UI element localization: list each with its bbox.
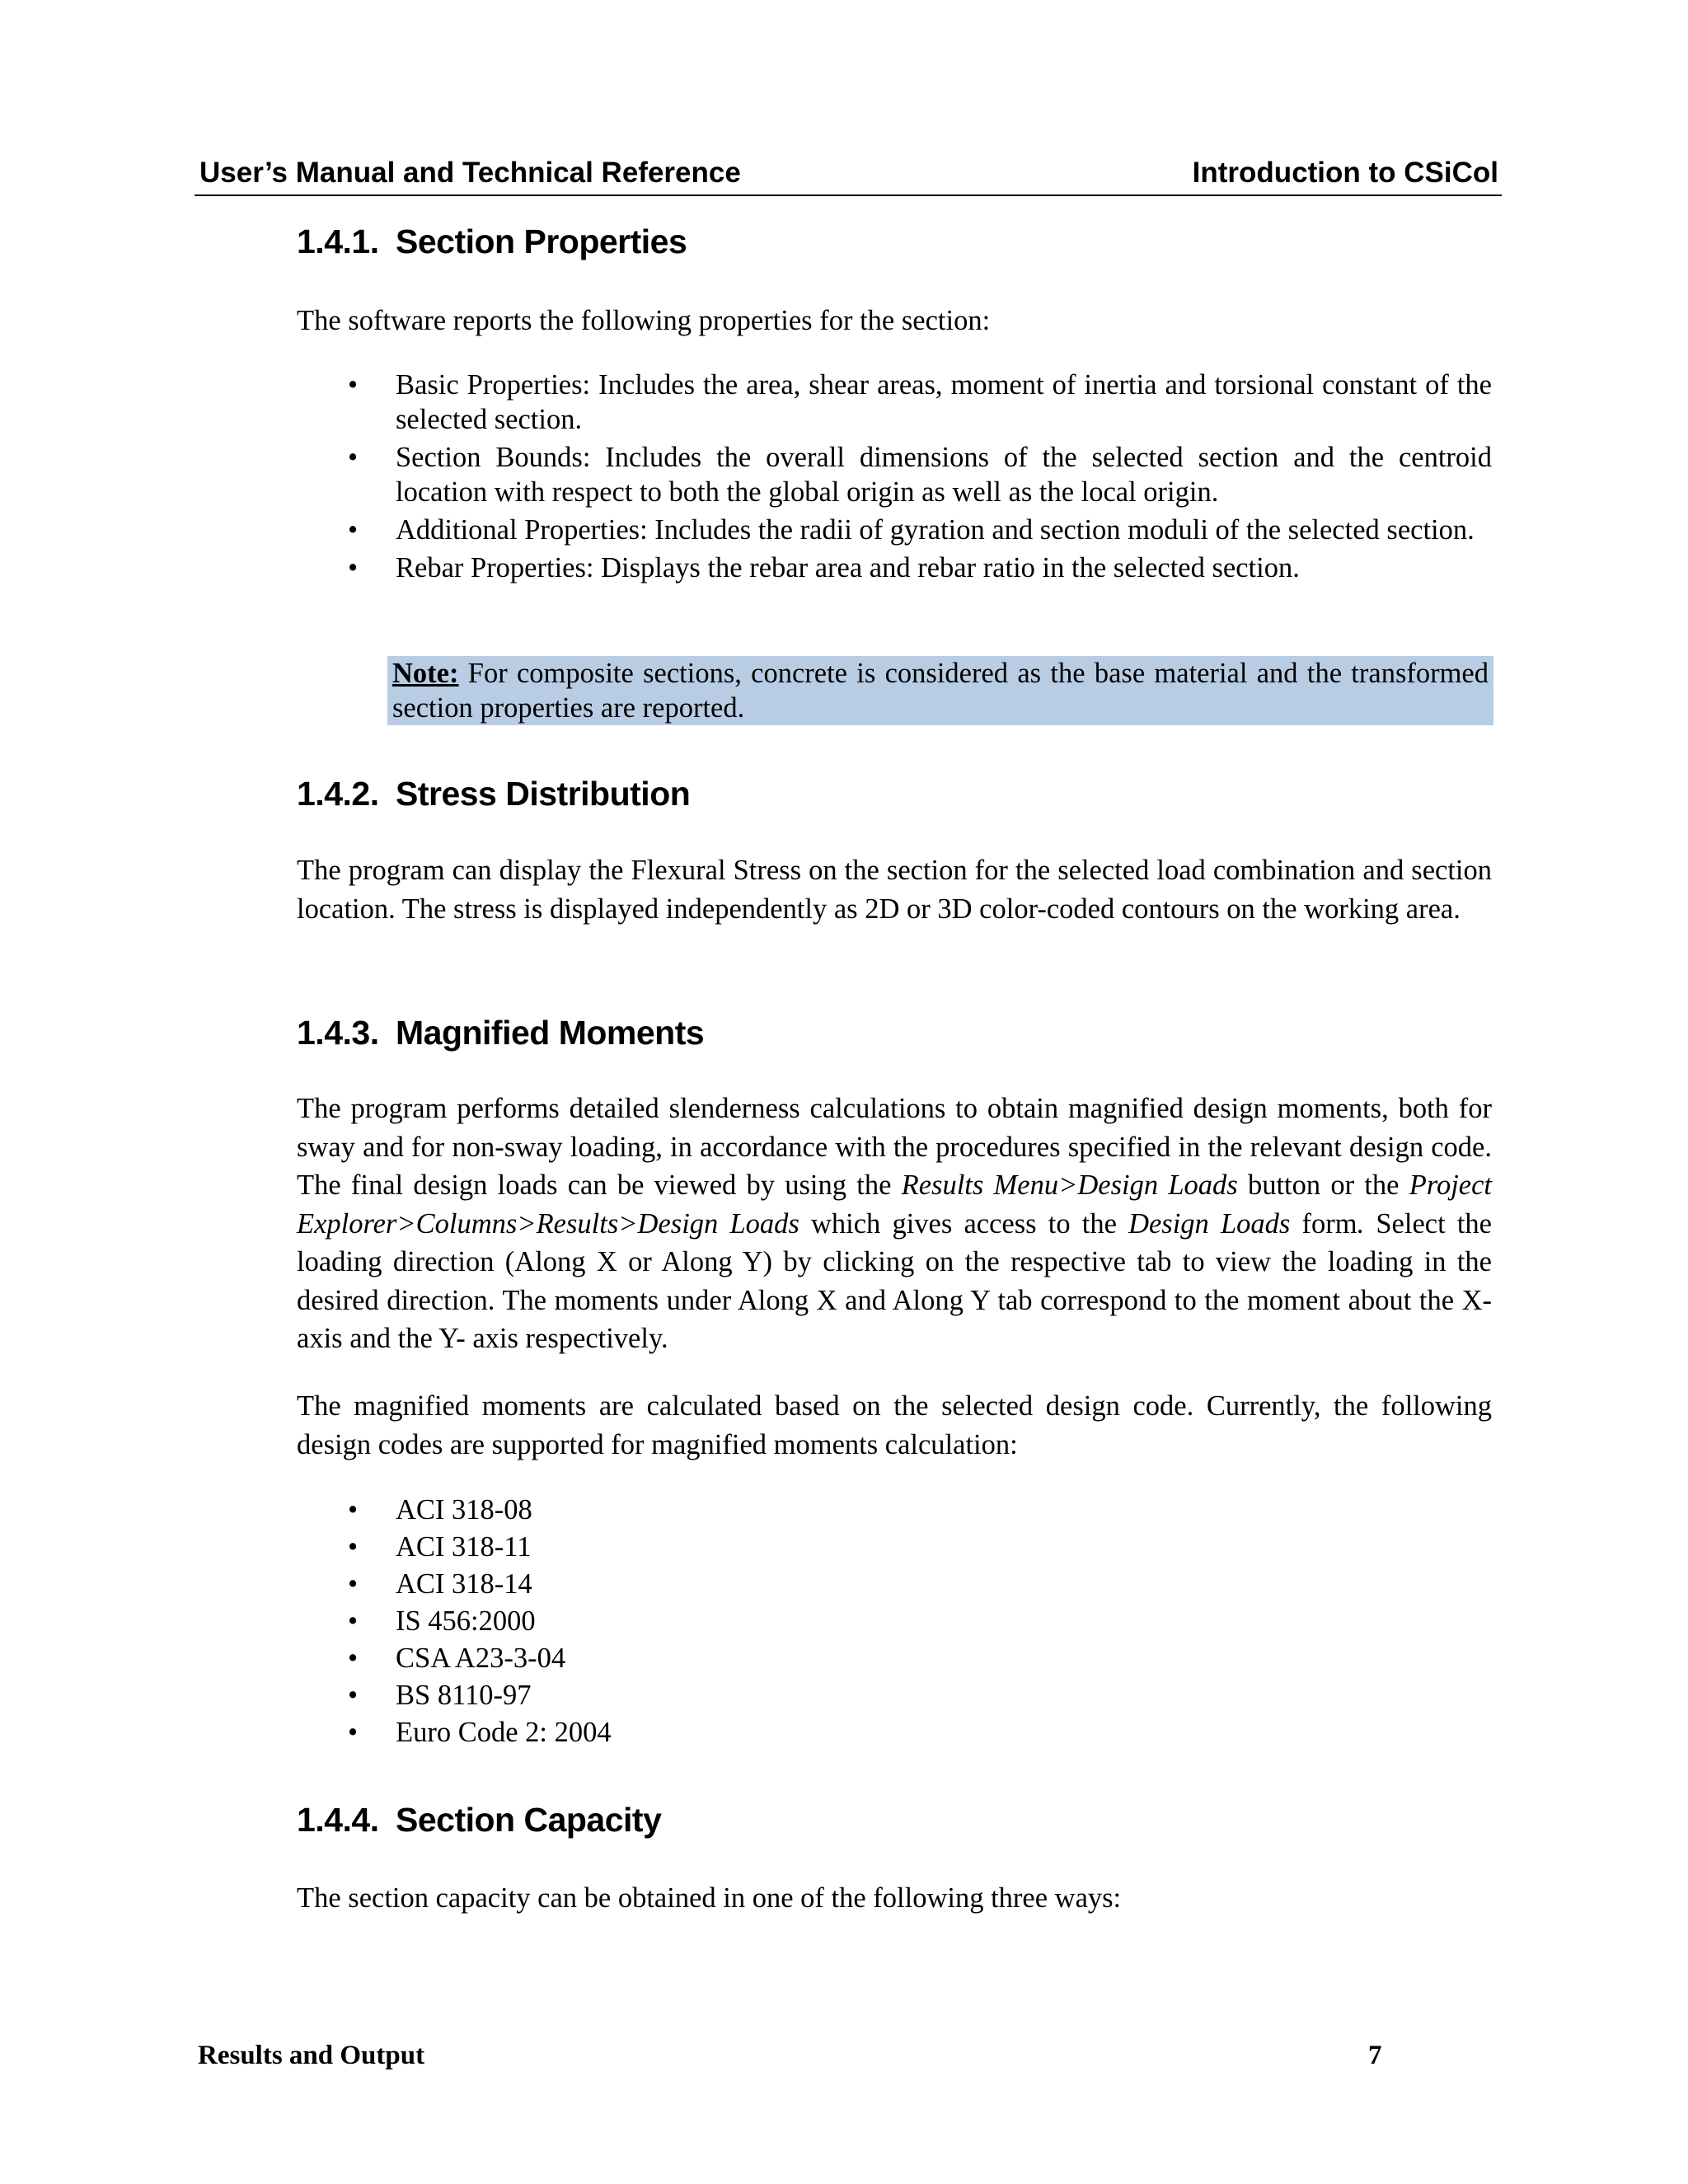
heading-section-capacity — [297, 1801, 661, 1840]
heading-stress-distribution — [297, 775, 690, 813]
list-item: • Section Bounds: Includes the overall dimensions of the selected section and the centroid location with respect to both the global origin as well as the local origin. — [396, 440, 1492, 509]
note-label: Note: — [392, 658, 459, 689]
note-text: For composite sections, concrete is considered as the base material and the transformed section properties are reported. — [392, 658, 1489, 724]
form-name-design-loads: Design Loads — [1128, 1207, 1291, 1240]
text-run: which gives access to the — [799, 1207, 1129, 1240]
heading-number: 1.4.2. — [297, 775, 379, 813]
list-item: • Basic Properties: Includes the area, shear areas, moment of inertia and torsional constant of the selected section. — [396, 368, 1492, 437]
text-run: button or the — [1237, 1169, 1409, 1201]
text-run: Select the loading direction (Along X or Along Y) by clicking on the respective tab to view the loading in the desired direction. The moments under Along X and Along Y tab correspond to the moment about the X-axis and the Y- axis respectively. — [297, 1207, 1492, 1354]
list-item: • ACI 318-14 — [396, 1566, 1492, 1603]
header-right-title: Introduction to CSiCol — [1192, 157, 1498, 189]
magnified-moments-paragraph-1 — [297, 1090, 1492, 1358]
text-run: The program performs detailed slenderness calculations to obtain magnified design moments, both for sway and for non-sway loading, in accordance with the procedures specified in the relevant design code. The final design loads can be viewed by using the — [297, 1093, 1492, 1201]
list-item: • ACI 318-11 — [396, 1529, 1492, 1566]
text-run: form — [1290, 1207, 1357, 1240]
menu-path-results: Results Menu>Design Loads — [901, 1169, 1238, 1201]
page-number: 7 — [1368, 2041, 1382, 2070]
running-header — [195, 157, 1502, 196]
heading-section-properties — [297, 223, 687, 261]
design-codes-list — [396, 1492, 1492, 1751]
stress-distribution-paragraph: The program can display the Flexural Stress on the section for the selected load combination and section location. The stress is displayed independently as 2D or 3D color-coded contours on the working area. — [297, 855, 1492, 925]
heading-text: Magnified Moments — [396, 1014, 705, 1052]
list-item: • IS 456:2000 — [396, 1603, 1492, 1640]
list-item: • BS 8110-97 — [396, 1677, 1492, 1714]
heading-number: 1.4.3. — [297, 1014, 379, 1052]
menu-path-project-explorer: Project Explorer>Columns>Results>Design Loads — [297, 1169, 1493, 1240]
section-properties-list — [396, 368, 1492, 588]
list-item: • Additional Properties: Includes the radii of gyration and section moduli of the selected section. — [396, 513, 1492, 547]
list-item: • CSA A23-3-04 — [396, 1640, 1492, 1677]
header-left-title: User’s Manual and Technical Reference — [199, 157, 741, 189]
heading-number: 1.4.4. — [297, 1801, 379, 1839]
heading-text: Section Properties — [396, 223, 687, 260]
heading-number: 1.4.1. — [297, 223, 379, 260]
text-run: . — [1357, 1207, 1365, 1240]
list-item: • ACI 318-08 — [396, 1492, 1492, 1529]
note-box — [387, 656, 1493, 725]
footer-section-title: Results and Output — [198, 2041, 425, 2070]
list-item: • Euro Code 2: 2004 — [396, 1714, 1492, 1751]
list-item: • Rebar Properties: Displays the rebar area and rebar ratio in the selected section. — [396, 551, 1492, 585]
magnified-moments-paragraph-2: The magnified moments are calculated based on the selected design code. Currently, the following design codes are supported for magnified moments calculation: — [297, 1390, 1492, 1460]
heading-text: Section Capacity — [396, 1801, 662, 1839]
section-properties-intro: The software reports the following properties for the section: — [297, 305, 991, 336]
section-capacity-paragraph: The section capacity can be obtained in one of the following three ways: — [297, 1882, 1122, 1914]
heading-text: Stress Distribution — [396, 775, 691, 813]
heading-magnified-moments — [297, 1014, 704, 1052]
